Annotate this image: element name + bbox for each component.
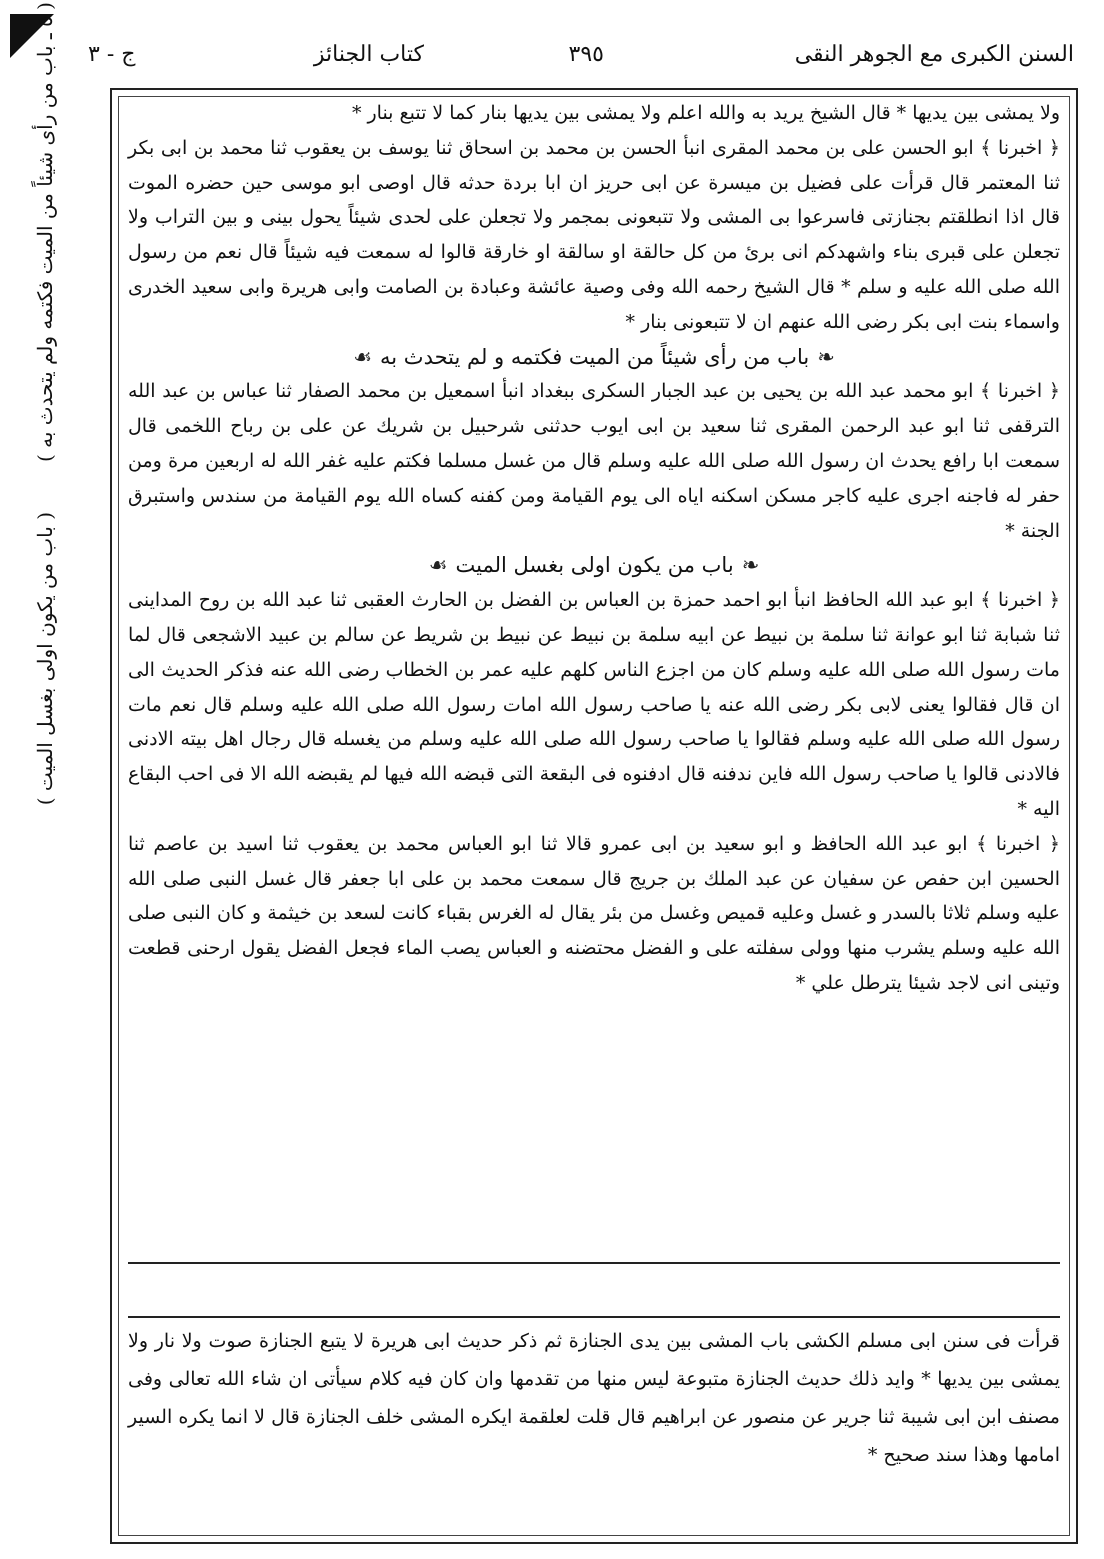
main-text bbox=[128, 96, 1060, 1001]
footnotes bbox=[128, 1322, 1060, 1474]
margin-note-bottom: ( باب من يكون اولى بغسل الميت ) bbox=[33, 512, 57, 806]
paragraph: ﴿ اخبرنا ﴾ ابو الحسن على بن محمد المقرى انبأ الحسن بن محمد بن اسحاق ثنا يوسف بن يعقوب ثنا محمد بن ابى بكر ثنا المعتمر قال قرأت على فضيل بن ميسرة عن ابى حريز ان ابا بردة حدثه قال اوصى ابو موسى حين حضره الموت قال اذا انطلقتم بجنازتى فاسرعوا بى المشى ولا تتبعونى بمجمر ولا تجعلن على لحدى شيئاً يحول بينى و بين التراب ولا تجعلن على قبرى بناء واشهدكم انى برئ من كل حالقة او سالقة او خارقة قالوا له سمعت فيه شيئاً قال نعم من رسول الله صلى الله عليه و سلم * قال الشيخ رحمه الله وفى وصية عائشة وعبادة بن الصامت وابى هريرة وابى سعيد الخدرى واسماء بنت ابى بكر رضى الله عنهم ان لا تتبعونى بنار * bbox=[128, 136, 1061, 333]
volume-label: ج - ٣ bbox=[88, 42, 136, 67]
paragraph: ﴿ اخبرنا ﴾ ابو عبد الله الحافظ و ابو سعيد بن ابى عمرو قالا ثنا ابو العباس محمد بن يعقوب ثنا اسيد بن عاصم ثنا الحسين ابن حفص عن سفيان عن عبد الملك بن جريج قال سمعت محمد بن على ابا جعفر قال غسل النبى صلى الله عليه وسلم ثلاثا بالسدر و غسل وعليه قميص وغسل من بئر يقال له الغرس بقباء كانت لسعد بن خيثمة و كان النبى صلى الله عليه وسلم يشرب منها وولى سفلته على و الفضل محتضنه و العباس يصب الماء فجعل الفضل يقول ارحنى قطعت وتينى انى لاجد شيئا يترطل علي * bbox=[128, 832, 1060, 994]
book-title: السنن الكبرى مع الجوهر النقى bbox=[794, 42, 1074, 67]
ornament-icon: ☙ bbox=[428, 553, 448, 578]
divider bbox=[128, 1316, 1060, 1318]
paragraph: ﴿ اخبرنا ﴾ ابو محمد عبد الله بن يحيى بن عبد الجبار السكرى ببغداد انبأ اسمعيل بن محمد الصفار ثنا عباس بن عبد الله الترقفى ثنا ابو عبد الرحمن المقرى ثنا سعيد بن ابى ايوب حدثنى شرحبيل بن شريك عن على بن رباح اللخمى قال سمعت ابا رافع يحدث ان رسول الله صلى الله عليه وسلم قال من غسل مسلما فكتم عليه غفر الله له اربعين مرة ومن حفر له فاجنه اجرى عليه كاجر مسكن اسكنه اياه الى يوم القيامة ومن كفنه كساه الله يوم القيامة من سندس واستبرق الجنة * bbox=[128, 380, 1060, 542]
page-header bbox=[80, 36, 1074, 86]
divider bbox=[128, 1262, 1060, 1264]
ornament-icon: ❧ bbox=[817, 344, 835, 369]
chapter-heading bbox=[128, 340, 1060, 375]
chapter-title: باب من يكون اولى بغسل الميت bbox=[455, 553, 734, 578]
section-title: كتاب الجنائز bbox=[313, 42, 424, 67]
footnote-paragraph: قرأت فى سنن ابى مسلم الكشى باب المشى بين يدى الجنازة ثم ذكر حديث ابى هريرة لا يتبع الجنازة صوت ولا نار ولا يمشى بين يديها * وايد ذلك حديث الجنازة متبوعة ليس منها من تقدمها وان كان فيه كلام سيأتى ان شاء الله تعالى وفى مصنف ابن ابى شيبة ثنا جرير عن منصور عن ابراهيم قال قلت لعلقمة ايكره المشى خلف الجنازة قال لا انما يكره السير امامها وهذا سند صحيح * bbox=[128, 1330, 1060, 1466]
chapter-title: باب من رأى شيئاً من الميت فكتمه و لم يتحدث به bbox=[380, 344, 810, 369]
chapter-heading bbox=[128, 548, 1060, 583]
paragraph: ولا يمشى بين يديها * قال الشيخ يريد به والله اعلم ولا يمشى بين يديها بنار كما لا تتبع بنار * bbox=[351, 102, 1060, 124]
paragraph: ﴿ اخبرنا ﴾ ابو عبد الله الحافظ انبأ ابو احمد حمزة بن العباس بن الفضل بن الحارث العقبى ثنا عبد الله بن روح المداينى ثنا شبابة ثنا ابو عوانة ثنا سلمة بن نبيط عن ابيه سلمة بن نبيط عن نبيط بن شريط عن سالم بن عبيد الاشجعى قال لما مات رسول الله صلى الله عليه وسلم كان من اجزع الناس كلهم عليه عمر بن الخطاب رضى الله عنه فذكر الحديث الى ان قال فقالوا يعنى لابى بكر رضى الله عنه يا صاحب رسول الله امات رسول الله صلى الله عليه وسلم قال نعم مات رسول الله صلى الله عليه وسلم فقالوا يا صاحب رسول الله صلى الله عليه وسلم من يغسله قال رجال اهل بيته الادنى فالادنى قالوا يا صاحب رسول الله فاين ندفنه قال ادفنوه فى البقعة التى قبضه الله فيها لم يقبضه الله الا فى احب البقاع اليه * bbox=[128, 589, 1061, 820]
ornament-icon: ❧ bbox=[741, 553, 760, 578]
ornament-icon: ☙ bbox=[353, 344, 373, 369]
margin-note-top: ( ٥ ـ باب من رأى شيئاً من الميت فكتمه ولم يتحدث به ) bbox=[33, 2, 57, 463]
page-number: ٣٩٥ bbox=[568, 42, 604, 67]
